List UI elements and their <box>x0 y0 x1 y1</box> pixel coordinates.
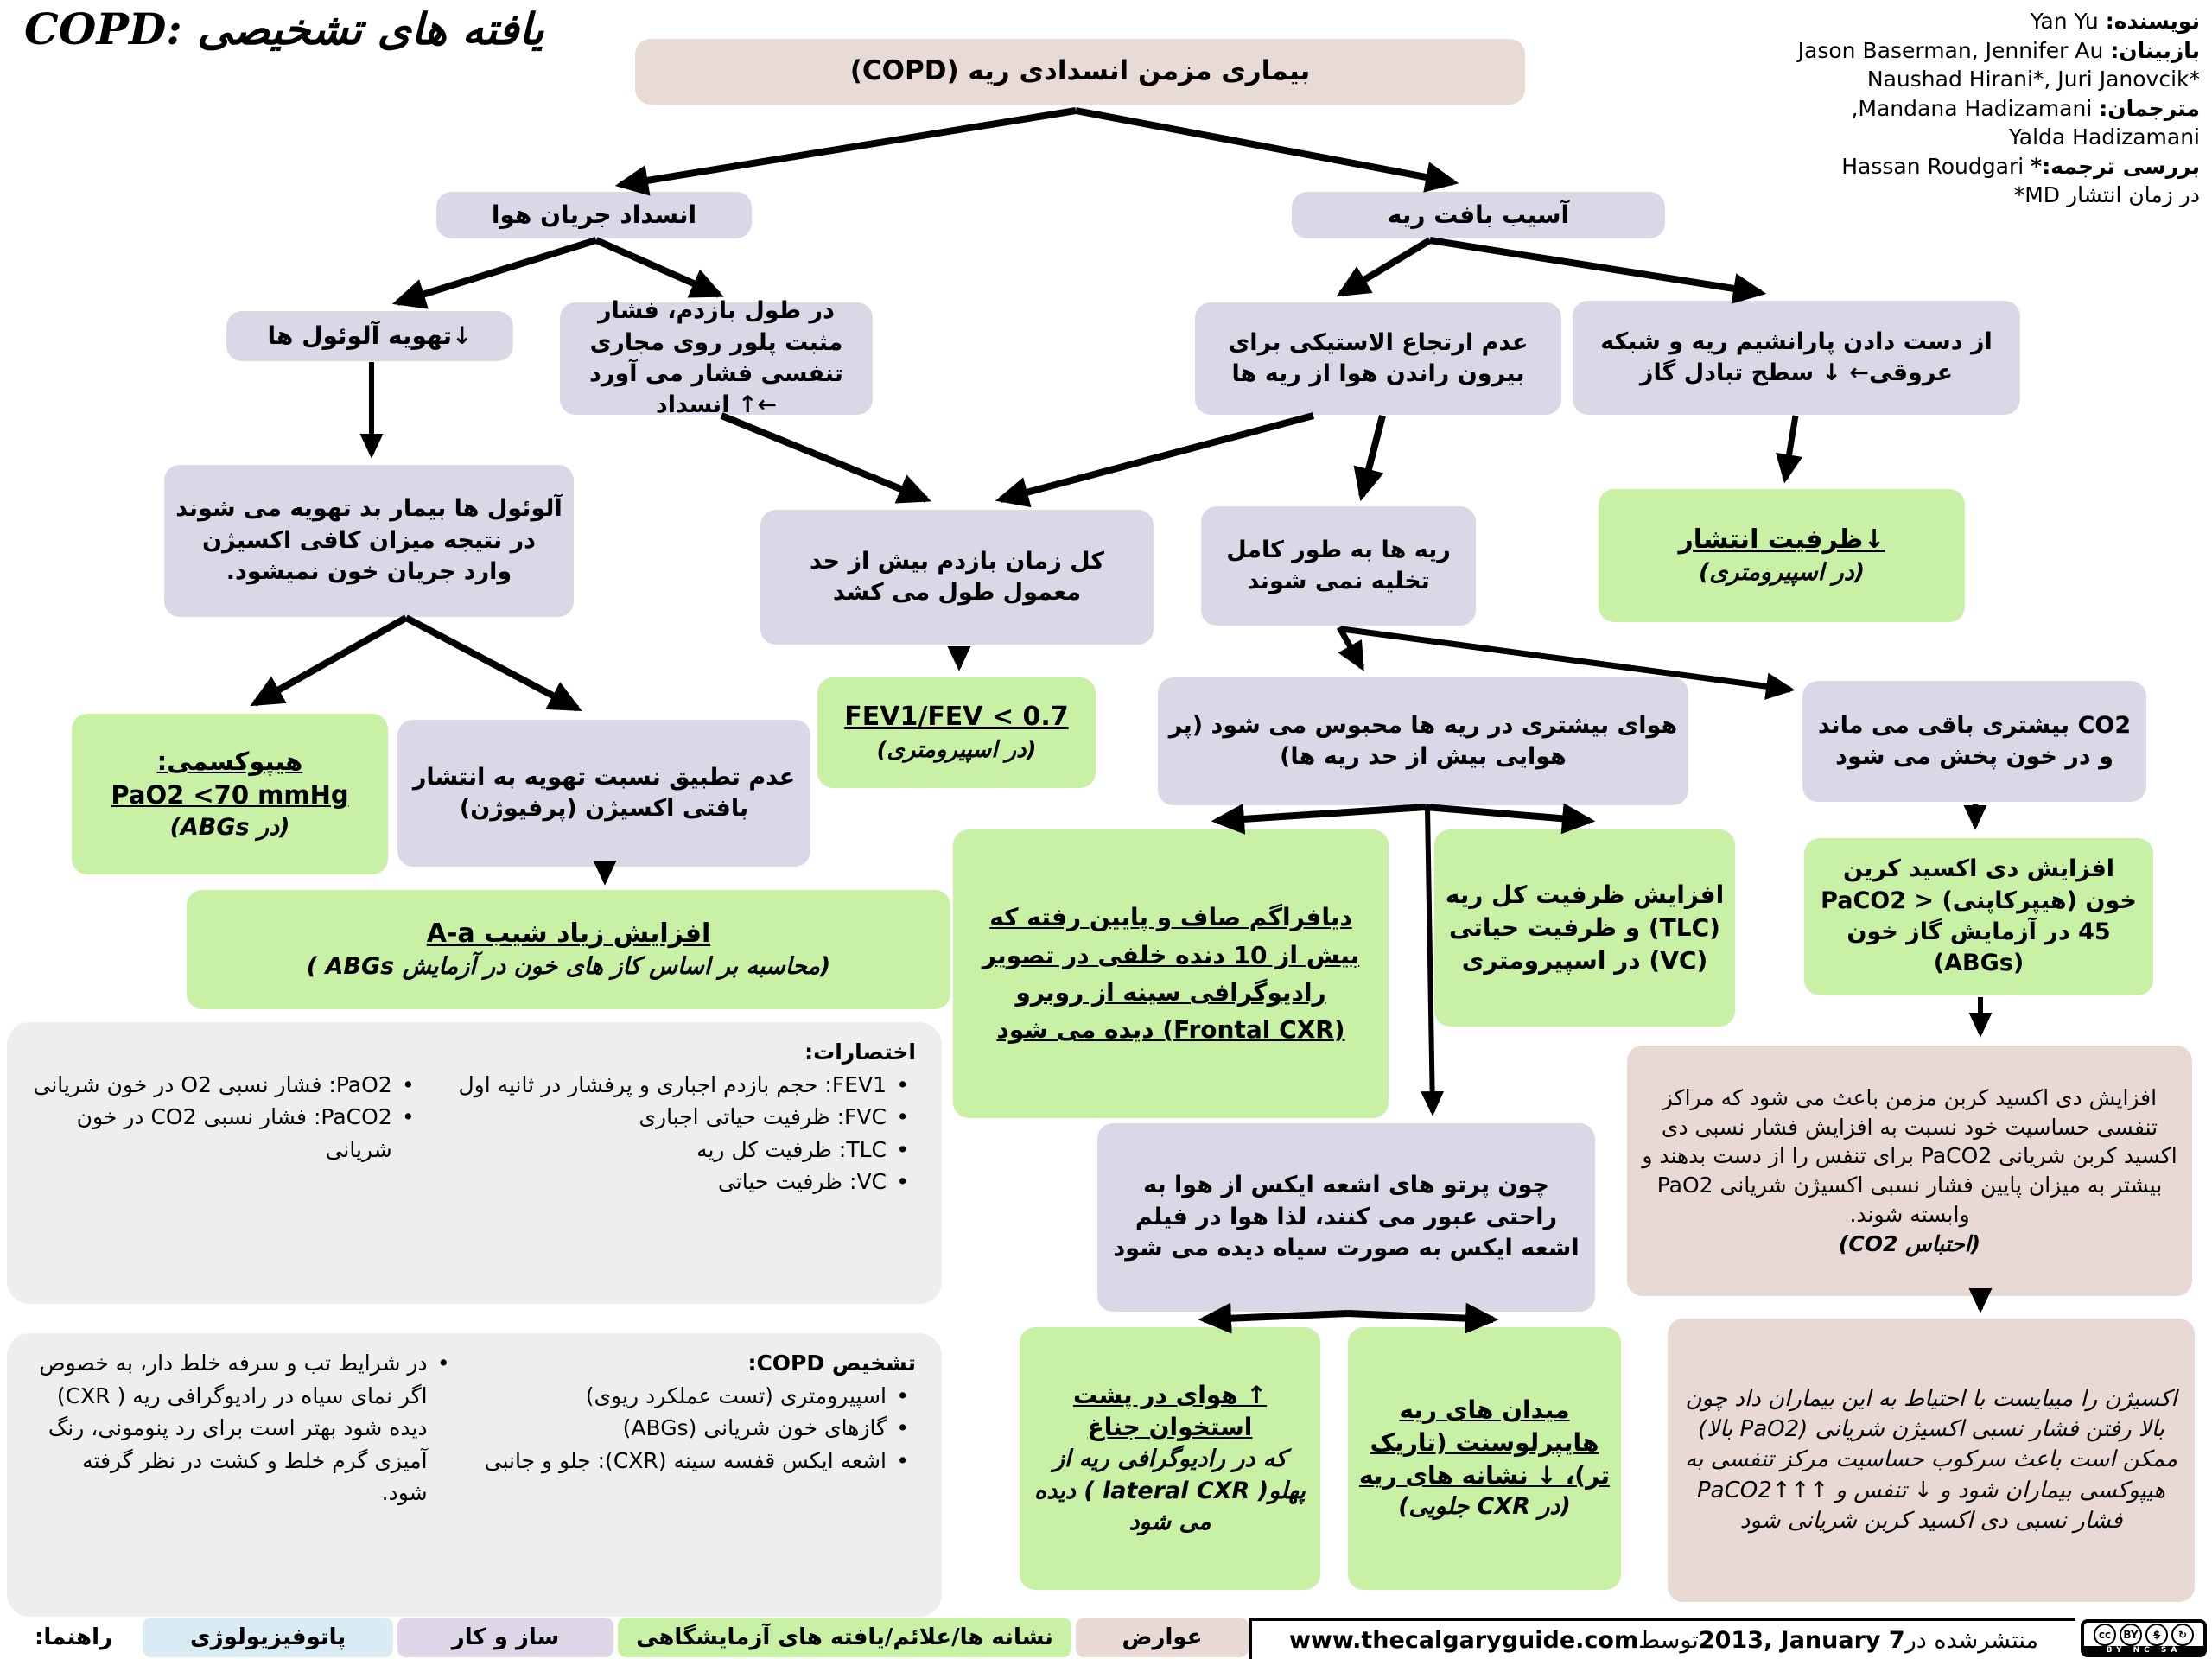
node-text: افزایش دی اکسید کرین خون (هیپرکاپنی) <box>1842 855 2137 914</box>
node-text: عدم ارتجاع الاستیکی برای بیرون راندن هوا از ریه ها <box>1228 328 1529 387</box>
node-parenchyma-loss <box>1573 301 2020 415</box>
node-text: اکسیژن را میبایست با احتیاط به این بیماران داد چون بالا رفتن فشار نسبی اکسیژن شریانی (PaO2 بالا) ممکن است باعث سرکوب حساسیت مرکز تنفسی به هیپوکسی بیماران شود و ↓ تنفس و ↑↑↑PaCO2 فشار نسبی دی اکسید کربن شریانی شود <box>1685 1386 2177 1534</box>
node-co2-retention-complication <box>1627 1046 2192 1296</box>
credit-text: Naushad Hirani*, Juri Janovcik* <box>1866 67 2200 92</box>
publication-date: 2013, January 7 <box>1698 1626 1905 1654</box>
node-subtext: (در CXR جلویی) <box>1398 1493 1571 1521</box>
node-text: بیماری مزمن انسدادی ریه (COPD) <box>849 55 1311 87</box>
credits-block <box>1664 7 2200 210</box>
node-text: افزایش ظرفیت کل ریه (TLC) و ظرفیت حیاتی (VC) در اسپیرومتری <box>1445 880 1725 975</box>
publication-middle: توسط <box>1638 1626 1699 1654</box>
diagnosis-col-2 <box>33 1347 457 1510</box>
credit-text: Yan Yu <box>2030 9 2106 34</box>
credit-text: Hassan Roudgari <box>1841 153 2031 179</box>
legend-signs-symptoms-labs: نشانه ها/علائم/یافته های آزمایشگاهی <box>618 1618 1071 1657</box>
node-vq-mismatch <box>397 720 810 867</box>
diagnosis-item: • اشعه ایکس قفسه سینه (CXR): جلو و جانبی <box>457 1445 916 1478</box>
abbreviation-item: • PaO2: فشار نسبی O2 در خون شریانی <box>33 1069 422 1102</box>
publication-bar <box>1249 1618 2075 1659</box>
node-text-wrapper <box>1815 854 2143 980</box>
diagnosis-item: • اسپیرومتری (تست عملکرد ریوی) <box>457 1380 916 1413</box>
node-subtext: (در ABGs) <box>169 813 290 841</box>
node-text: چون پرتو های اشعه ایکس از هوا به راحتی عبور می کنند، لذا هوا در فیلم اشعه ایکس به صورت سیاه دیده می شود <box>1113 1172 1580 1262</box>
node-value: PaO2 <70 mmHg <box>111 779 349 810</box>
diagnosis-title: تشخیص COPD: <box>747 1351 916 1376</box>
abbreviation-item: • FVC: ظرفیت حیاتی اجباری <box>422 1101 916 1134</box>
node-subtext: (محاسبه بر اساس کاز های خون در آزمایش ABGs ) <box>306 953 831 981</box>
node-text: ↓ظرفیت انتشار <box>1678 524 1885 555</box>
node-lung-tissue-damage <box>1292 192 1665 238</box>
abbreviations-col-2 <box>33 1069 422 1198</box>
node-subtext: که در رادیوگرافی ریه از پهلو( lateral CXR ) دیده می شود <box>1034 1446 1306 1536</box>
node-diffusion-capacity <box>1599 489 1965 622</box>
node-root-copd <box>635 39 1525 105</box>
node-oxygen-caution <box>1668 1319 2195 1602</box>
node-text: ↓تهویه آلوئول ها <box>267 321 473 351</box>
credit-reviewers <box>1664 36 2200 66</box>
credit-text: Jason Baserman, Jennifer Au <box>1797 37 2111 63</box>
credit-label: مترجمان: <box>2099 95 2200 121</box>
node-flattened-diaphragm <box>953 830 1389 1118</box>
abbreviations-columns <box>33 1069 916 1198</box>
node-hyperlucent-fields <box>1348 1327 1621 1590</box>
node-subtext: (در اسپیرومتری) <box>876 736 1037 763</box>
node-text: آسیب بافت ریه <box>1387 200 1570 230</box>
node-text: دیافراگم صاف و پایین رفته که بیش از 10 دنده خلفی در تصویر رادیوگرافی سینه از روبرو (Frontal CXR) دیده می شود <box>982 903 1360 1045</box>
abbreviation-item: • FEV1: حجم بازدم اجباری و پرفشار در ثانیه اول <box>422 1069 916 1102</box>
credit-label: بررسی ترجمه:* <box>2031 153 2200 179</box>
node-text: در آزمایش گاز خون (ABGs) <box>1847 918 2070 977</box>
credit-label: نویسنده: <box>2105 9 2200 34</box>
node-airflow-obstruction <box>436 192 752 238</box>
legend-mechanism: ساز و کار <box>397 1618 613 1657</box>
node-air-trapping <box>1158 677 1688 805</box>
node-fev1-fev-ratio <box>817 677 1096 788</box>
node-text: CO2 بیشتری باقی می ماند و در خون پخش می شود <box>1817 711 2132 770</box>
node-no-elastic-recoil <box>1195 302 1561 415</box>
node-prolonged-expiration <box>760 510 1154 645</box>
node-text: ریه ها به طور کامل تخلیه نمی شوند <box>1226 536 1451 594</box>
calgary-guide-link[interactable]: www.thecalgaryguide.com <box>1288 1626 1639 1654</box>
node-text: از دست دادن پارانشیم ریه و شبکه عروقی← ↓ سطح تبادل گاز <box>1600 327 1993 386</box>
node-text: افزایش زیاد شیب A-a <box>426 918 711 949</box>
node-value: FEV1/FEV < 0.7 <box>844 702 1069 733</box>
abbreviations-box <box>7 1022 942 1304</box>
credit-md-note <box>1664 181 2200 210</box>
cc-icons-row <box>2094 1624 2194 1646</box>
node-alveolar-hypoventilation <box>226 311 513 361</box>
abbreviation-item: • TLC: ظرفیت کل ریه <box>422 1134 916 1166</box>
node-incomplete-emptying <box>1201 506 1476 626</box>
cc-icon: cc <box>2094 1624 2116 1646</box>
node-poor-alveolar-ventilation <box>164 465 574 617</box>
legend-complications: عوارض <box>1076 1618 1249 1657</box>
node-text: هیپوکسمی: <box>156 746 303 776</box>
node-aa-gradient <box>187 890 950 1009</box>
abbreviation-item: • VC: ظرفیت حیاتی <box>422 1166 916 1198</box>
credit-author <box>1664 7 2200 36</box>
page-title: COPD: یافته های تشخیصی <box>24 3 544 54</box>
diagnosis-box <box>7 1333 942 1617</box>
credit-translators-2 <box>1664 123 2200 152</box>
node-text: عدم تطبیق نسبت تهویه به انتشار بافتی اکسیژن (پرفیوژن) <box>412 763 796 822</box>
node-subtext: (در اسپیرومتری) <box>1698 559 1866 587</box>
node-hypercapnia <box>1804 838 2153 995</box>
node-text: کل زمان بازدم بیش از حد معمول طول می کشد <box>810 547 1104 606</box>
legend-label: راهنما: <box>9 1618 138 1657</box>
abbreviation-item: • PaCO2: فشار نسبی CO2 در خون شریانی <box>33 1101 422 1166</box>
cc-nc-icon: $ <box>2145 1624 2168 1646</box>
abbreviations-col-1 <box>422 1069 916 1198</box>
node-subtext: (احتباس CO2) <box>1838 1230 1981 1256</box>
cc-sa-icon: ↻ <box>2171 1624 2194 1646</box>
node-xray-air-black <box>1097 1123 1595 1312</box>
node-tlc-vc-increase <box>1434 830 1735 1027</box>
cc-by-icon: BY <box>2120 1624 2142 1646</box>
legend-pathophysiology: پاتوفیزیولوژی <box>143 1618 393 1657</box>
credit-text: *MD در زمان انتشار <box>2013 182 2200 207</box>
node-text: میدان های ریه هایپرلوسنت (تاریک تر)، ↓ نشانه های ریه <box>1358 1395 1611 1490</box>
node-text: در طول بازدم، فشار مثبت پلور روی مجاری تنفسی فشار می آورد ←↑ انسداد <box>589 297 843 419</box>
credit-translation-review <box>1664 152 2200 181</box>
abbreviations-title: اختصارات: <box>804 1039 916 1065</box>
diagnosis-item: • گازهای خون شریانی (ABGs) <box>457 1412 916 1445</box>
node-retrosternal-air <box>1020 1327 1320 1590</box>
diagnosis-columns <box>33 1347 916 1510</box>
node-text: انسداد جریان هوا <box>491 200 697 230</box>
node-text: آلوئول ها بیمار بد تهویه می شوند در نتیجه میزان کافی اکسیژن وارد جریان خون نمیشود. <box>175 495 563 586</box>
node-co2-retained <box>1802 681 2146 802</box>
cc-labels: BY NC SA <box>2084 1646 2203 1656</box>
credit-translators <box>1664 94 2200 124</box>
credit-text: Yalda Hadizamani <box>2008 124 2200 149</box>
credit-text: Mandana Hadizamani, <box>1851 95 2100 121</box>
publication-prefix: منتشرشده در <box>1904 1626 2039 1654</box>
node-expiration-pleural-pressure <box>560 297 873 419</box>
node-value: PaCO2 > 45 <box>1821 887 2111 945</box>
diagnosis-col-1 <box>457 1347 916 1510</box>
node-text: افزایش دی اکسید کربن مزمن باعث می شود که مراکز تنفسی حساسیت خود نسبت به افزایش فشار نسبی دی اکسید کربن شریانی PaCO2 برای تنفس را از دست بدهند و بیشتر به میزان پایین فشار نسبی اکسیژن شریانی PaO2 وابسته شوند. <box>1642 1084 2177 1227</box>
node-hypoxemia <box>72 714 388 874</box>
node-text: ↑ هوای در پشت استخوان جناغ <box>1072 1380 1268 1442</box>
credit-label: بازبینان: <box>2110 37 2200 63</box>
cc-license-badge <box>2081 1619 2207 1657</box>
node-text: هوای بیشتری در ریه ها محبوس می شود (پر هوایی بیش از حد ریه ها) <box>1168 711 1678 770</box>
diagnosis-note: • در شرایط تب و سرفه خلط دار، به خصوص اگر نمای سیاه در رادیوگرافی ریه ( CXR) دیده شود بهتر است برای رد پنومونی، رنگ آمیزی گرم خلط و کشت در نظر گرفته شود. <box>33 1347 457 1510</box>
credit-reviewers-2 <box>1664 65 2200 94</box>
